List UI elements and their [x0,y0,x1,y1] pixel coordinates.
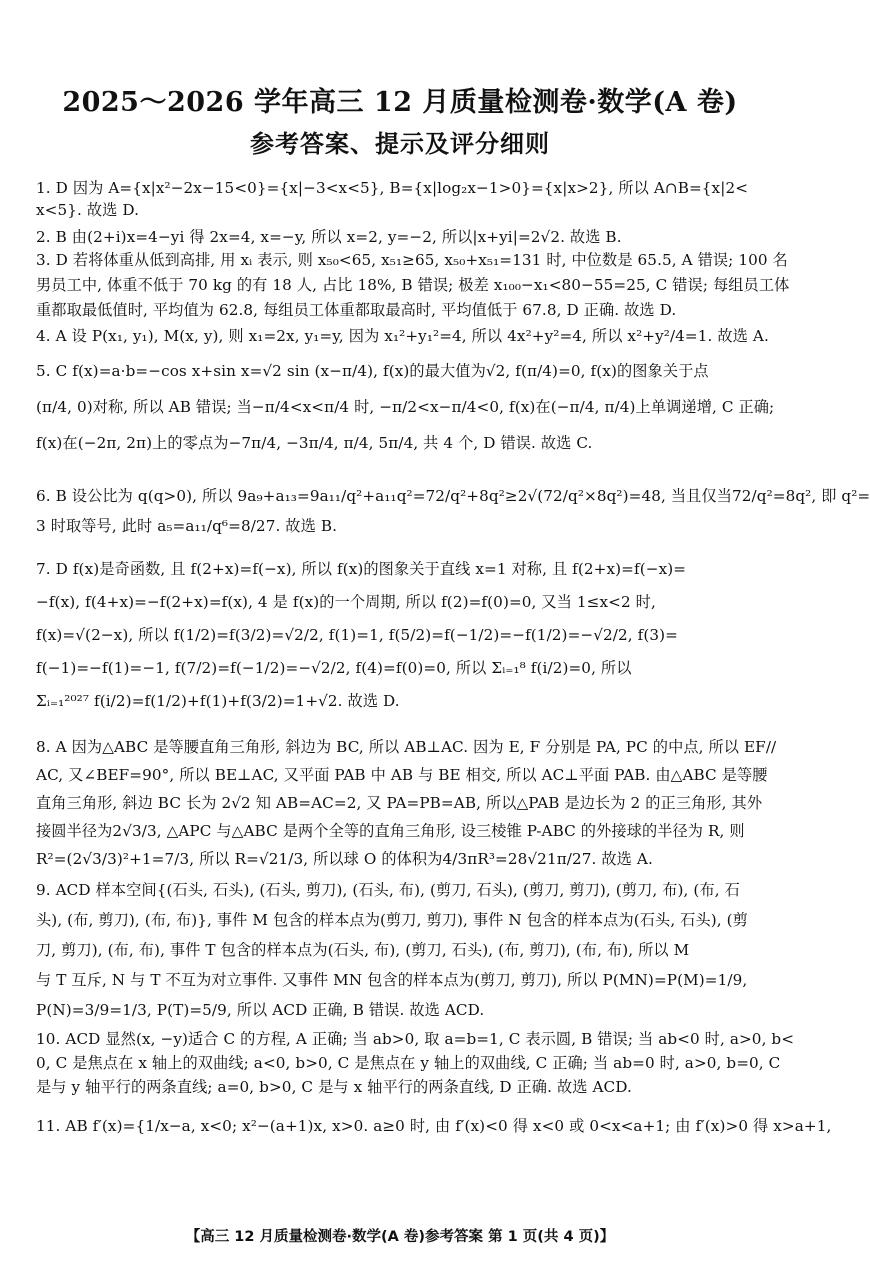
answer-line: x<5}. 故选 D. [36,201,140,219]
answer-line: 6. B 设公比为 q(q>0), 所以 9a₉+a₁₃=9a₁₁/q²+a₁₁q²=72/q²+8q²≥2√(72/q²×8q²)=48, 当且仅当72/q²=8q², 即 q²= [36,487,870,505]
answer-line: 与 T 互斥, N 与 T 不互为对立事件. 又事件 MN 包含的样本点为(剪刀, 剪刀), 所以 P(MN)=P(M)=1/9, [36,971,748,989]
answer-line: 7. D f(x)是奇函数, 且 f(2+x)=f(−x), 所以 f(x)的图象关于直线 x=1 对称, 且 f(2+x)=f(−x)= [36,560,687,578]
answer-line: f(x)在(−2π, 2π)上的零点为−7π/4, −3π/4, π/4, 5π/4, 共 4 个, D 错误. 故选 C. [36,434,593,452]
answer-line: 接圆半径为2√3/3, △APC 与△ABC 是两个全等的直角三角形, 设三棱锥 P-ABC 的外接球的半径为 R, 则 [36,822,745,840]
page-title: 2025～2026 学年高三 12 月质量检测卷·数学(A 卷) [62,87,738,118]
answer-line: −f(x), f(4+x)=−f(2+x)=f(x), 4 是 f(x)的一个周期, 所以 f(2)=f(0)=0, 又当 1≤x<2 时, [36,593,656,611]
answer-line: 1. D 因为 A={x|x²−2x−15<0}={x|−3<x<5}, B={x|log₂x−1>0}={x|x>2}, 所以 A∩B={x|2< [36,179,749,197]
page-subtitle: 参考答案、提示及评分细则 [250,129,550,158]
answer-line: 是与 y 轴平行的两条直线; a=0, b>0, C 是与 x 轴平行的两条直线, D 正确. 故选 ACD. [36,1078,632,1096]
answer-line: 0, C 是焦点在 x 轴上的双曲线; a<0, b>0, C 是焦点在 y 轴上的双曲线, C 正确; 当 ab=0 时, a>0, b=0, C [36,1054,781,1072]
answer-line: 3. D 若将体重从低到高排, 用 xᵢ 表示, 则 x₅₀<65, x₅₁≥65, x₅₀+x₅₁=131 时, 中位数是 65.5, A 错误; 100 名 [36,251,788,269]
answer-line: 刀, 剪刀), (布, 布), 事件 T 包含的样本点为(石头, 布), (剪刀, 石头), (布, 剪刀), (布, 布), 所以 M [36,941,690,959]
answer-line: 11. AB f′(x)={1/x−a, x<0; x²−(a+1)x, x>0. a≥0 时, 由 f′(x)<0 得 x<0 或 0<x<a+1; 由 f′(x)>0 得 x>a+1, [36,1117,832,1135]
answer-line: 4. A 设 P(x₁, y₁), M(x, y), 则 x₁=2x, y₁=y, 因为 x₁²+y₁²=4, 所以 4x²+y²=4, 所以 x²+y²/4=1. 故选 A. [36,327,769,345]
answer-line: 8. A 因为△ABC 是等腰直角三角形, 斜边为 BC, 所以 AB⊥AC. 因为 E, F 分别是 PA, PC 的中点, 所以 EF// [36,738,777,756]
answer-line: 9. ACD 样本空间{(石头, 石头), (石头, 剪刀), (石头, 布), (剪刀, 石头), (剪刀, 剪刀), (剪刀, 布), (布, 石 [36,881,740,899]
answer-line: R²=(2√3/3)²+1=7/3, 所以 R=√21/3, 所以球 O 的体积为4/3πR³=28√21π/27. 故选 A. [36,850,653,868]
answer-line: P(N)=3/9=1/3, P(T)=5/9, 所以 ACD 正确, B 错误. 故选 ACD. [36,1001,485,1019]
answer-line: AC, 又∠BEF=90°, 所以 BE⊥AC, 又平面 PAB 中 AB 与 BE 相交, 所以 AC⊥平面 PAB. 由△ABC 是等腰 [36,766,768,784]
answer-line: 重都取最低值时, 平均值为 62.8, 每组员工体重都取最高时, 平均值低于 67.8, D 正确. 故选 D. [36,301,677,319]
answer-line: f(−1)=−f(1)=−1, f(7/2)=f(−1/2)=−√2/2, f(4)=f(0)=0, 所以 Σᵢ₌₁⁸ f(i/2)=0, 所以 [36,659,632,677]
answer-line: f(x)=√(2−x), 所以 f(1/2)=f(3/2)=√2/2, f(1)=1, f(5/2)=f(−1/2)=−f(1/2)=−√2/2, f(3)= [36,626,678,644]
answer-line: 5. C f(x)=a·b=−cos x+sin x=√2 sin (x−π/4), f(x)的最大值为√2, f(π/4)=0, f(x)的图象关于点 [36,362,709,380]
answer-line: 2. B 由(2+i)x=4−yi 得 2x=4, x=−y, 所以 x=2, y=−2, 所以|x+yi|=2√2. 故选 B. [36,228,622,246]
answer-line: 3 时取等号, 此时 a₅=a₁₁/q⁶=8/27. 故选 B. [36,517,338,535]
answer-line: 直角三角形, 斜边 BC 长为 2√2 知 AB=AC=2, 又 PA=PB=AB, 所以△PAB 是边长为 2 的正三角形, 其外 [36,794,763,812]
answer-line: 10. ACD 显然(x, −y)适合 C 的方程, A 正确; 当 ab>0, 取 a=b=1, C 表示圆, B 错误; 当 ab<0 时, a>0, b< [36,1030,795,1048]
answer-line: Σᵢ₌₁²⁰²⁷ f(i/2)=f(1/2)+f(1)+f(3/2)=1+√2. 故选 D. [36,692,400,710]
answer-line: 头), (布, 剪刀), (布, 布)}, 事件 M 包含的样本点为(剪刀, 剪刀), 事件 N 包含的样本点为(石头, 石头), (剪 [36,911,748,929]
page-footer: 【高三 12 月质量检测卷·数学(A 卷)参考答案 第 1 页(共 4 页)】 [185,1229,615,1245]
answer-line: (π/4, 0)对称, 所以 AB 错误; 当−π/4<x<π/4 时, −π/2<x−π/4<0, f(x)在(−π/4, π/4)上单调递增, C 正确; [36,398,775,416]
answer-line: 男员工中, 体重不低于 70 kg 的有 18 人, 占比 18%, B 错误; 极差 x₁₀₀−x₁<80−55=25, C 错误; 每组员工体 [36,276,790,294]
